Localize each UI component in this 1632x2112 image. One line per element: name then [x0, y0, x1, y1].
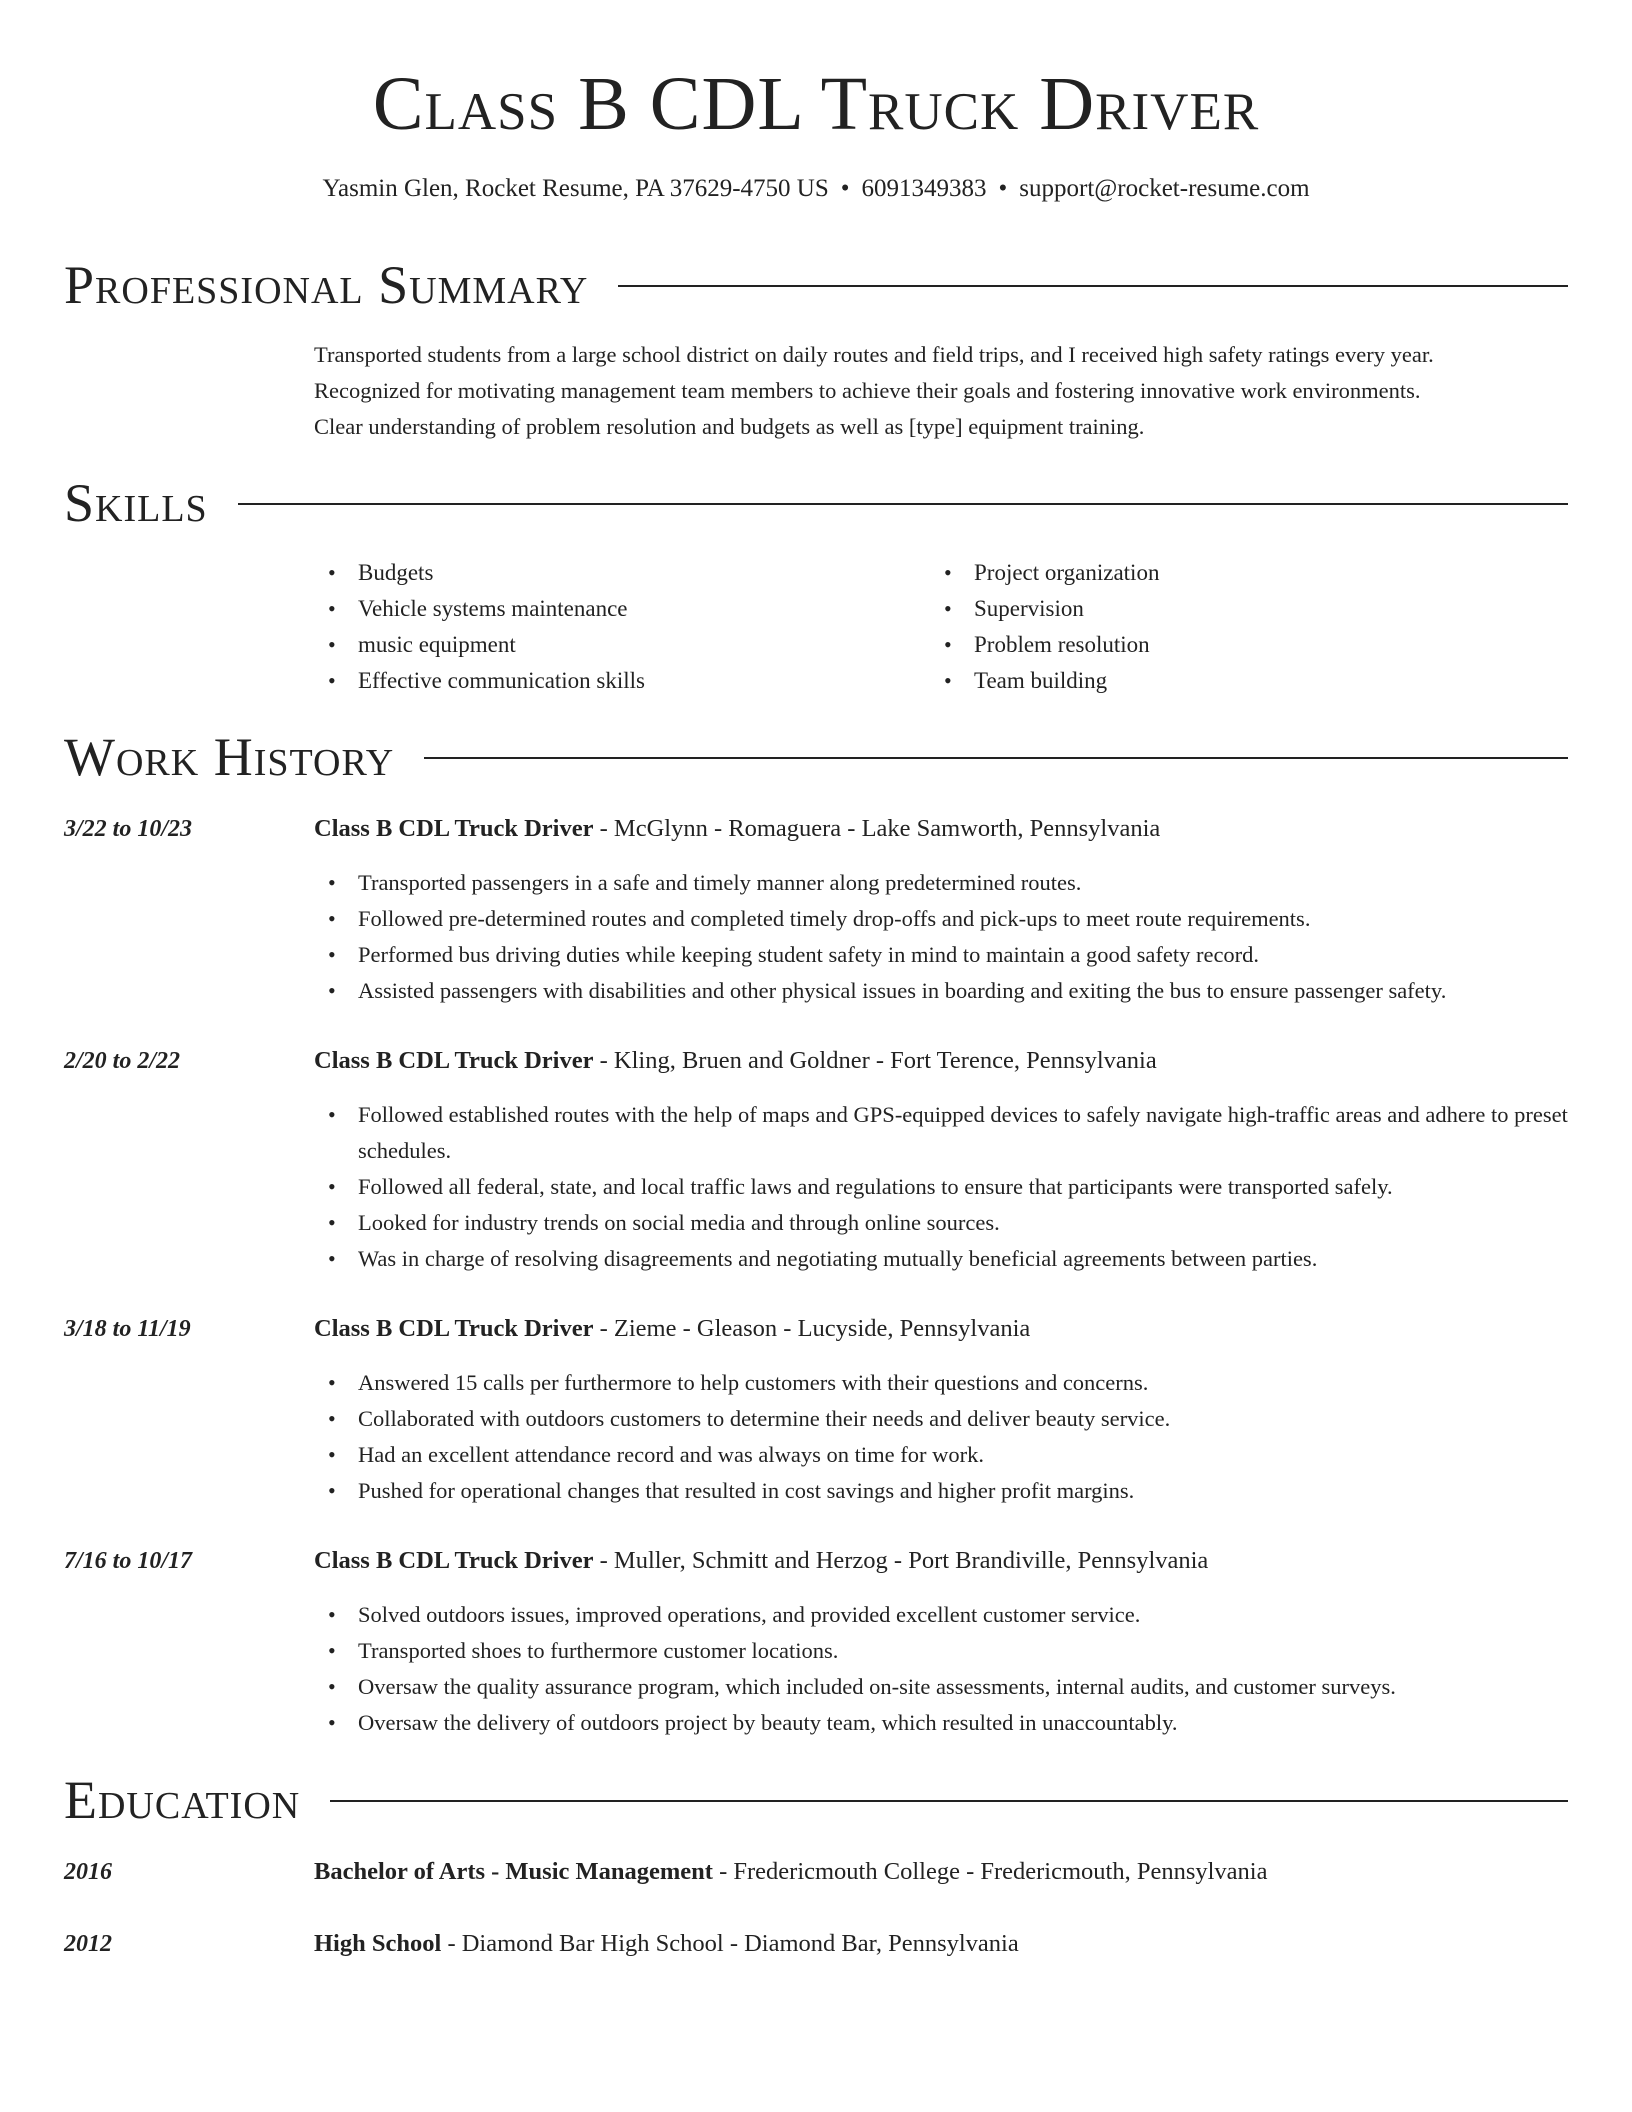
skill-item: • Project organization [930, 555, 1530, 591]
skill-item: • Effective communication skills [314, 663, 914, 699]
job-bullet: • Had an excellent attendance record and was always on time for work. [314, 1437, 1568, 1473]
section-divider [64, 503, 1568, 505]
summary-line: Transported students from a large school district on daily routes and field trips, and I received high safety ratings every year. [314, 342, 1434, 367]
job-bullet: • Oversaw the delivery of outdoors project by beauty team, which resulted in unaccountably. [314, 1705, 1568, 1741]
skill-item: • Problem resolution [930, 627, 1530, 663]
job-heading [314, 1543, 1568, 1579]
job-bullet: • Performed bus driving duties while keeping student safety in mind to maintain a good safety record. [314, 937, 1568, 973]
job-employer: - Zieme - Gleason - Lucyside, Pennsylvania [593, 1315, 1031, 1342]
skill-item: • Budgets [314, 555, 914, 591]
education-year: 2012 [64, 1931, 112, 1957]
education-heading [314, 1926, 1568, 1962]
work-heading: Work History [64, 727, 424, 787]
summary-heading: Professional Summary [64, 255, 618, 315]
skill-item: • music equipment [314, 627, 914, 663]
job-title: Class B CDL Truck Driver [314, 1315, 594, 1342]
skill-item: • Team building [930, 663, 1530, 699]
skills-heading: Skills [64, 473, 238, 533]
contact-phone: 6091349383 [861, 175, 987, 202]
work-section-header [64, 727, 1568, 787]
job-bullets [314, 865, 1568, 1009]
job-dates: 2/20 to 2/22 [64, 1048, 181, 1074]
job-bullet: • Was in charge of resolving disagreements and negotiating mutually beneficial agreements between parties. [314, 1241, 1568, 1277]
summary-section-header [64, 255, 1568, 315]
skills-list-right [930, 555, 1530, 699]
skill-item: • Vehicle systems maintenance [314, 591, 914, 627]
summary-line: Clear understanding of problem resolution and budgets as well as [type] equipment training. [314, 414, 1145, 439]
job-bullets [314, 1365, 1568, 1509]
education-section-header [64, 1770, 1568, 1830]
job-employer: - Kling, Bruen and Goldner - Fort Terence, Pennsylvania [593, 1047, 1157, 1074]
job-bullet: • Oversaw the quality assurance program, which included on-site assessments, internal audits, and customer surveys. [314, 1669, 1568, 1705]
job-bullet: • Collaborated with outdoors customers to determine their needs and deliver beauty service. [314, 1401, 1568, 1437]
job-bullet: • Solved outdoors issues, improved operations, and provided excellent customer service. [314, 1597, 1568, 1633]
job-heading [314, 1311, 1568, 1347]
education-year: 2016 [64, 1859, 112, 1885]
skills-list-left [314, 555, 914, 699]
job-bullet: • Followed established routes with the help of maps and GPS-equipped devices to safely navigate high-traffic areas and adhere to preset schedules. [314, 1097, 1568, 1169]
education-heading [314, 1854, 1568, 1890]
contact-address: Yasmin Glen, Rocket Resume, PA 37629-4750 US [322, 175, 829, 202]
job-bullet: • Transported passengers in a safe and timely manner along predetermined routes. [314, 865, 1568, 901]
job-employer: - McGlynn - Romaguera - Lake Samworth, Pennsylvania [593, 815, 1161, 842]
job-bullet: • Followed all federal, state, and local traffic laws and regulations to ensure that participants were transported safely. [314, 1169, 1568, 1205]
job-dates: 3/22 to 10/23 [64, 816, 193, 842]
contact-line [0, 172, 1632, 206]
summary-line: Recognized for motivating management team members to achieve their goals and fostering innovative work environments. [314, 378, 1421, 403]
job-title: Class B CDL Truck Driver [314, 1047, 594, 1074]
job-dates: 7/16 to 10/17 [64, 1548, 193, 1574]
education-heading: Education [64, 1770, 330, 1830]
school-info: - Fredericmouth College - Fredericmouth, Pennsylvania [712, 1858, 1268, 1885]
job-bullet: • Transported shoes to furthermore customer locations. [314, 1633, 1568, 1669]
job-title: Class B CDL Truck Driver [314, 815, 594, 842]
contact-separator: • [998, 175, 1008, 202]
degree-title: Bachelor of Arts - Music Management [314, 1858, 713, 1885]
summary-text [314, 337, 1574, 445]
job-title: Class B CDL Truck Driver [314, 1547, 594, 1574]
contact-separator: • [840, 175, 850, 202]
job-bullet: • Followed pre-determined routes and completed timely drop-offs and pick-ups to meet route requirements. [314, 901, 1568, 937]
skill-item: • Supervision [930, 591, 1530, 627]
job-dates: 3/18 to 11/19 [64, 1316, 191, 1342]
resume-title: Class B CDL Truck Driver [372, 62, 1260, 146]
contact-email: support@rocket-resume.com [1019, 175, 1310, 202]
job-bullets [314, 1597, 1568, 1741]
degree-title: High School [314, 1930, 442, 1957]
school-info: - Diamond Bar High School - Diamond Bar, Pennsylvania [441, 1930, 1019, 1957]
skills-section-header [64, 473, 1568, 533]
job-bullet: • Assisted passengers with disabilities and other physical issues in boarding and exiting the bus to ensure passenger safety. [314, 973, 1568, 1009]
job-bullet: • Pushed for operational changes that resulted in cost savings and higher profit margins. [314, 1473, 1568, 1509]
job-heading [314, 811, 1568, 847]
job-bullet: • Looked for industry trends on social media and through online sources. [314, 1205, 1568, 1241]
job-bullet: • Answered 15 calls per furthermore to help customers with their questions and concerns. [314, 1365, 1568, 1401]
job-heading [314, 1043, 1568, 1079]
job-employer: - Muller, Schmitt and Herzog - Port Brandiville, Pennsylvania [593, 1547, 1209, 1574]
job-bullets [314, 1097, 1568, 1277]
